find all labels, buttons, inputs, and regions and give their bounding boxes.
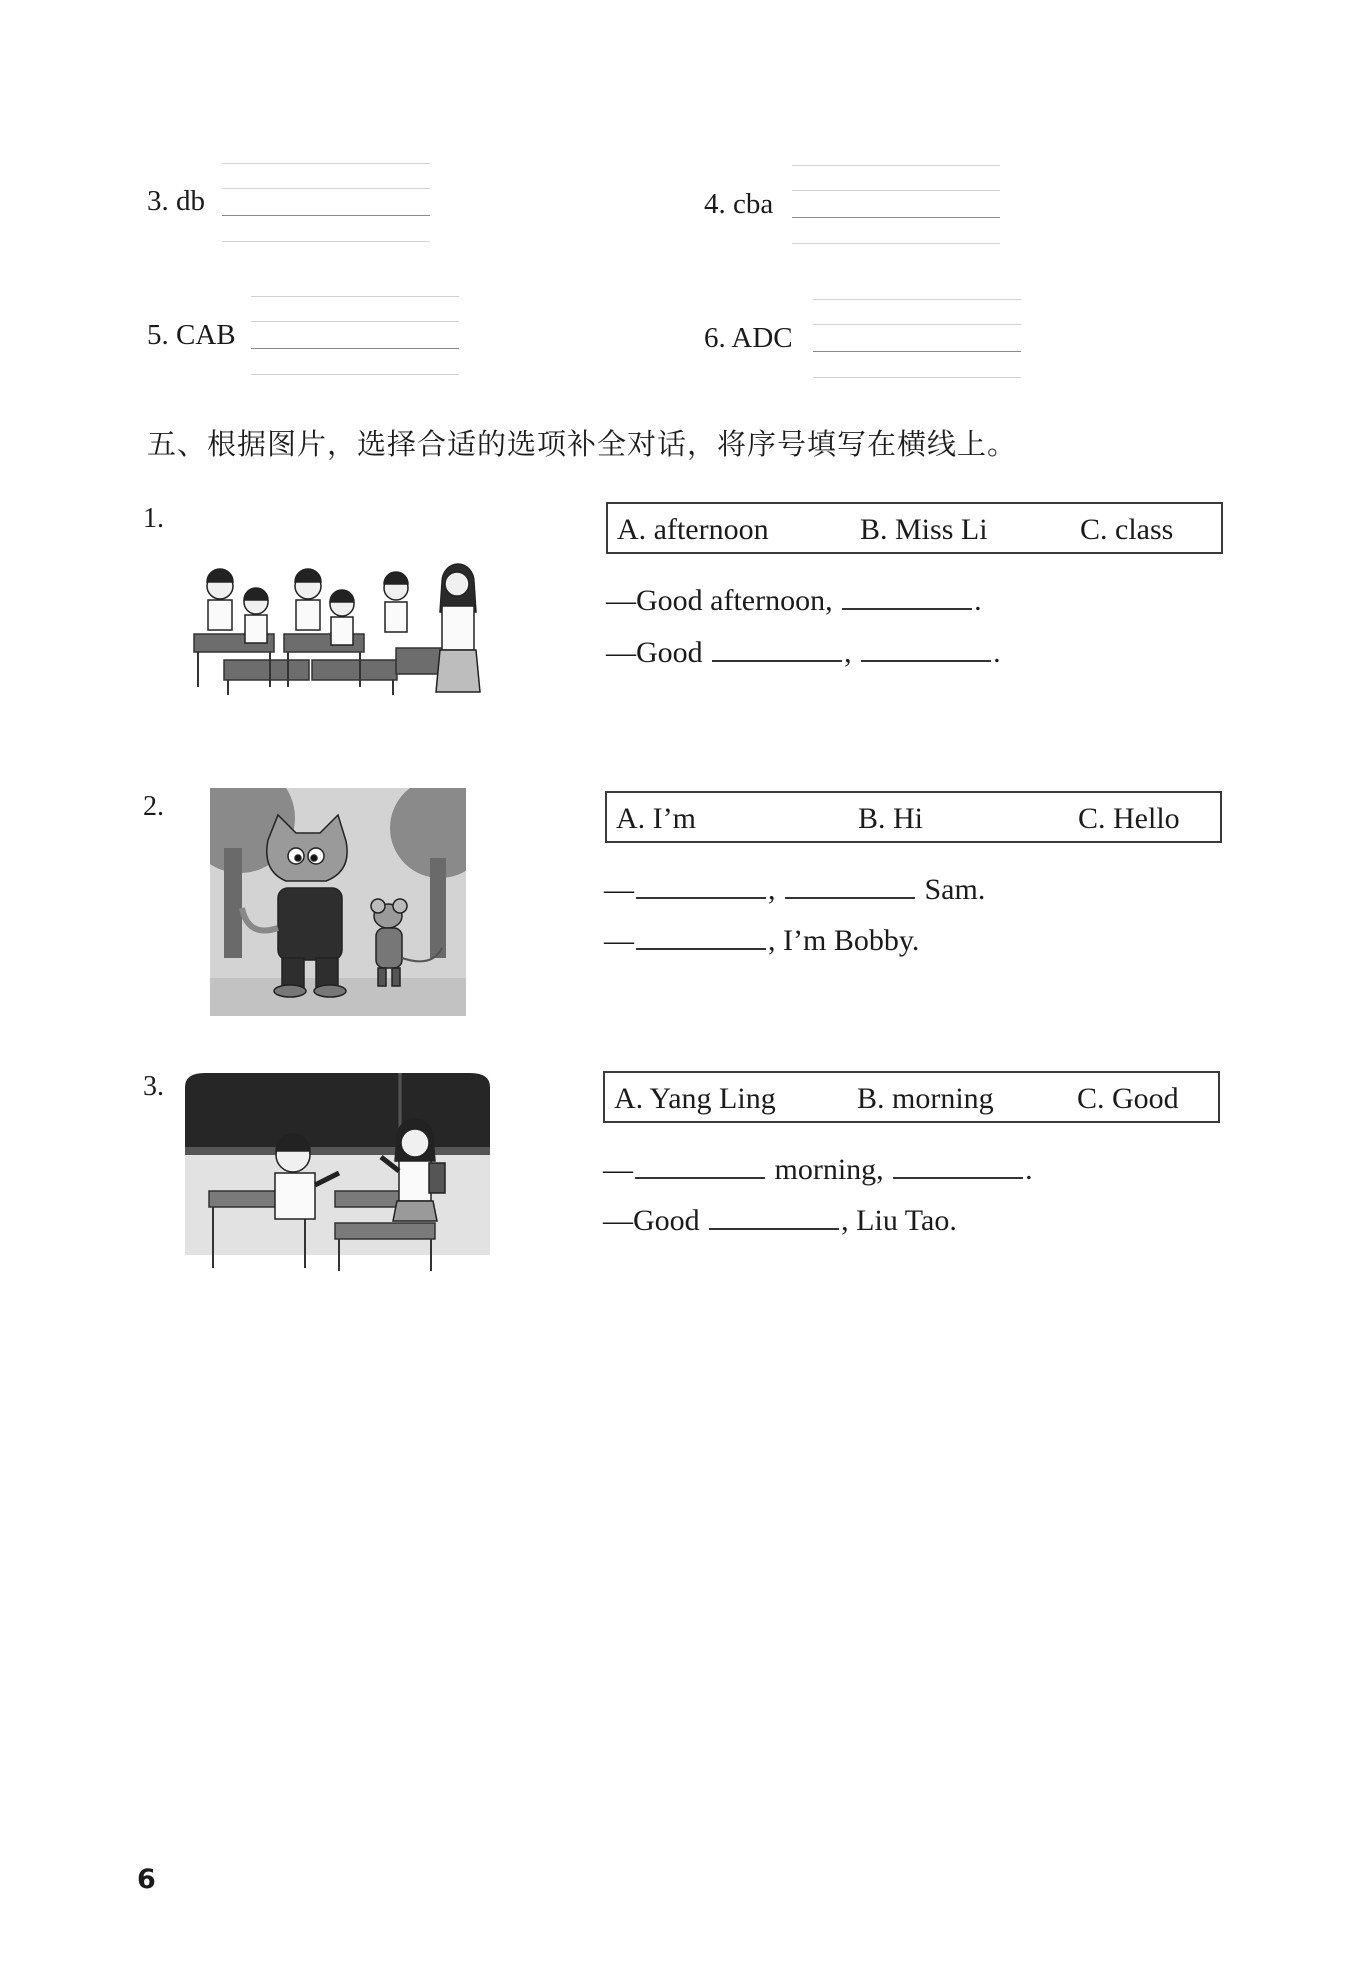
dialogue-text: , Liu Tao. (841, 1204, 957, 1237)
options-box (603, 1071, 1220, 1123)
answer-blank[interactable] (636, 871, 766, 899)
dialogue-text: morning, (767, 1153, 892, 1186)
answer-blank[interactable] (709, 1202, 839, 1230)
item-label: 3. db (147, 185, 205, 217)
dialogue-text: , (844, 636, 860, 669)
writing-grid[interactable] (222, 163, 430, 243)
options-box (606, 502, 1223, 554)
item-label: 6. ADC (704, 322, 793, 354)
writing-grid[interactable] (792, 165, 1000, 245)
dialogue-line (606, 582, 982, 618)
dialogue-text: , I’m Bobby. (768, 924, 920, 957)
answer-blank[interactable] (893, 1151, 1023, 1179)
dialogue-text: — (603, 1153, 633, 1186)
dialogue-text: . (993, 636, 1001, 669)
dialogue-text: — (604, 924, 634, 957)
question-number: 3. (143, 1071, 164, 1102)
dialogue-text: . (1025, 1153, 1033, 1186)
option-a: A. afternoon (617, 513, 769, 546)
classroom-illustration (184, 562, 486, 697)
dialogue-line (604, 871, 985, 907)
dialogue-line (606, 634, 1001, 670)
writing-grid[interactable] (813, 299, 1021, 379)
writing-grid[interactable] (251, 296, 459, 376)
page-number: 6 (137, 1864, 156, 1895)
dialogue-text: Sam. (917, 873, 986, 906)
dialogue-text: . (974, 584, 982, 617)
question-number: 2. (143, 791, 164, 822)
option-a: A. I’m (616, 802, 696, 835)
options-box (605, 791, 1222, 843)
answer-blank[interactable] (712, 634, 842, 662)
answer-blank[interactable] (635, 1151, 765, 1179)
answer-blank[interactable] (785, 871, 915, 899)
option-c: C. class (1080, 513, 1174, 546)
question-number: 1. (143, 503, 164, 534)
section-title: 五、根据图片，选择合适的选项补全对话，将序号填写在横线上。 (147, 427, 1018, 461)
item-label: 5. CAB (147, 319, 236, 351)
dialogue-text: — (604, 873, 634, 906)
dialogue-text: —Good (603, 1204, 708, 1237)
answer-blank[interactable] (861, 634, 991, 662)
answer-blank[interactable] (636, 922, 766, 950)
option-b: B. morning (857, 1082, 994, 1115)
dialogue-line (603, 1202, 957, 1238)
classroom-greeting-illustration (185, 1073, 490, 1275)
option-c: C. Good (1077, 1082, 1179, 1115)
dialogue-text: —Good (606, 636, 711, 669)
option-b: B. Hi (858, 802, 924, 835)
option-a: A. Yang Ling (614, 1082, 776, 1115)
answer-blank[interactable] (842, 582, 972, 610)
option-c: C. Hello (1078, 802, 1180, 835)
dialogue-text: , (768, 873, 783, 906)
dialogue-line (603, 1151, 1033, 1187)
dialogue-text: —Good afternoon, (606, 584, 841, 617)
dialogue-line (604, 922, 919, 958)
item-label: 4. cba (704, 188, 774, 220)
cat-and-mouse-illustration (210, 788, 466, 1016)
option-b: B. Miss Li (860, 513, 988, 546)
